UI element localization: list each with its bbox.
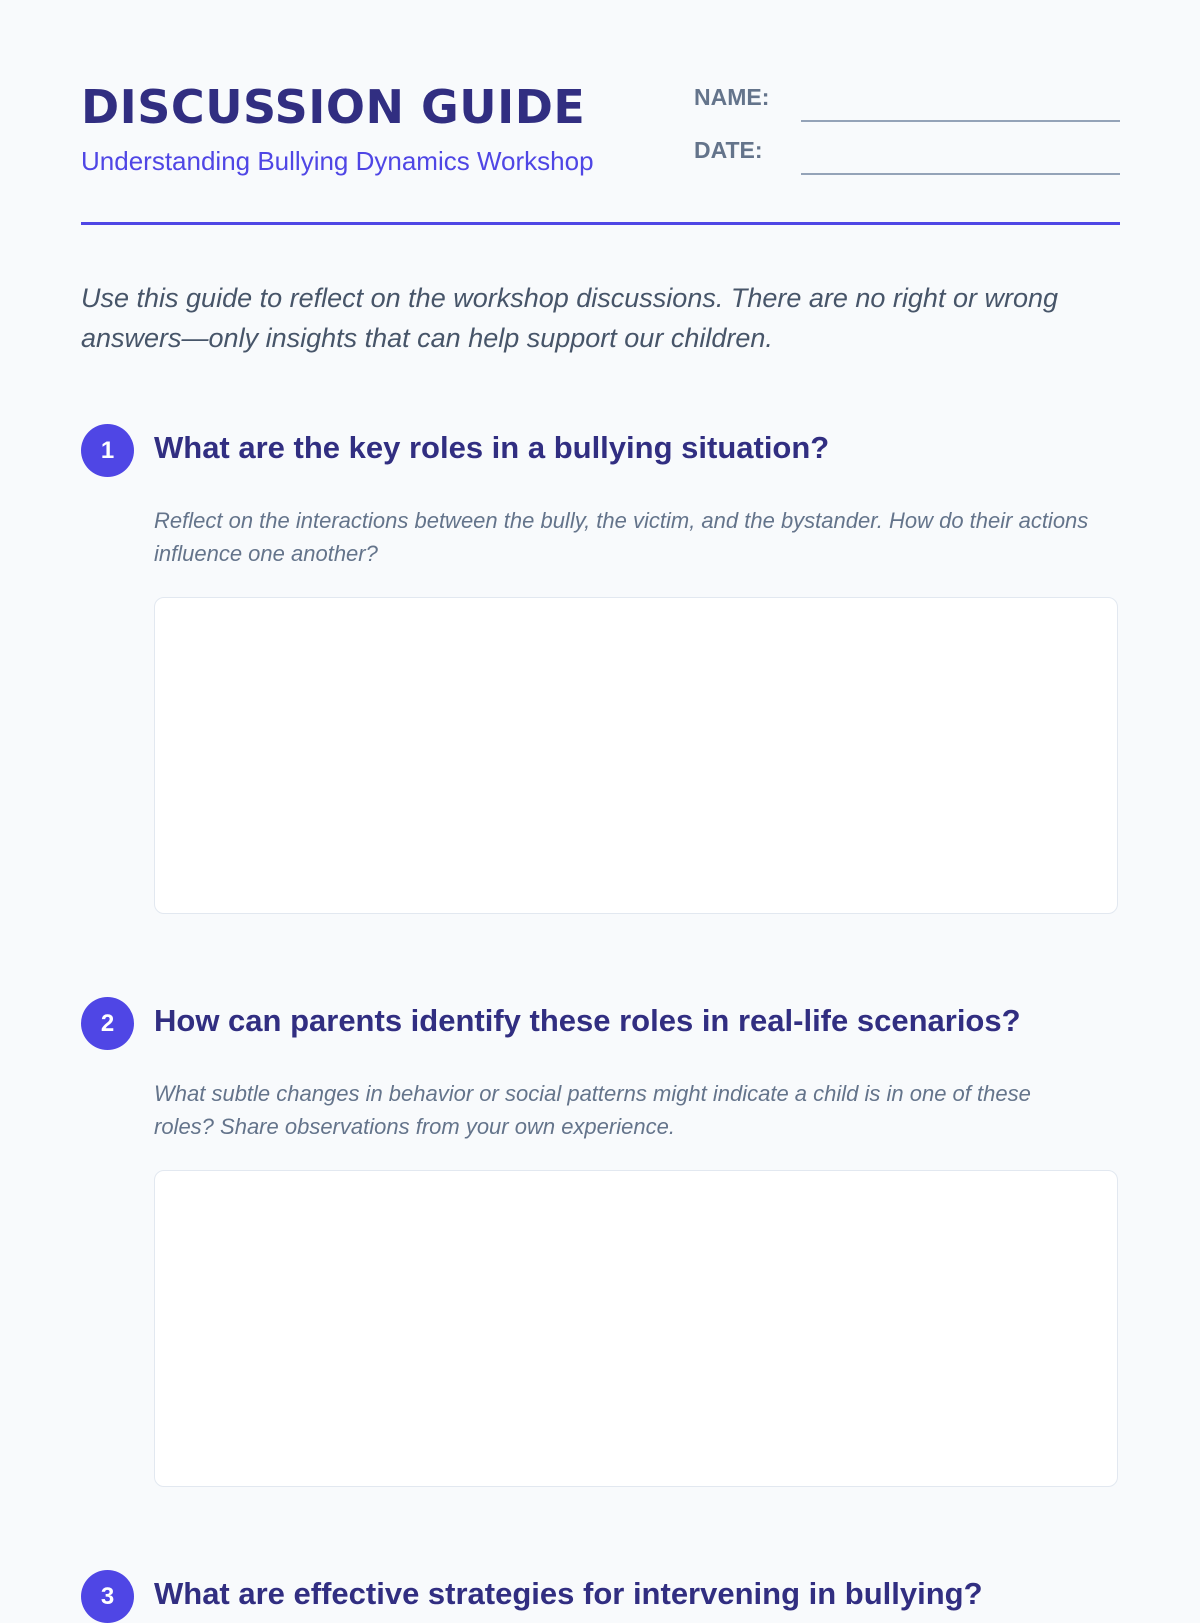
intro-text: Use this guide to reflect on the workshop discussions. There are no right or wrong answers—only insights that can help support our children. bbox=[81, 283, 1058, 353]
question-hint: Reflect on the interactions between the bully, the victim, and the bystander. How do their actions influence one another? bbox=[154, 508, 1089, 566]
page-subtitle: Understanding Bullying Dynamics Workshop bbox=[81, 146, 594, 176]
header bbox=[81, 78, 1120, 225]
question-title: What are the key roles in a bullying situation? bbox=[154, 430, 830, 465]
question-title: How can parents identify these roles in real-life scenarios? bbox=[154, 1003, 1021, 1038]
question-number-badge: 3 bbox=[81, 1570, 134, 1623]
question-number-badge: 1 bbox=[81, 424, 134, 477]
name-field[interactable] bbox=[801, 120, 1120, 122]
date-field[interactable] bbox=[801, 173, 1120, 175]
answer-box[interactable] bbox=[154, 1170, 1118, 1487]
date-label: DATE: bbox=[694, 137, 763, 163]
answer-box[interactable] bbox=[154, 597, 1118, 914]
date-row bbox=[694, 135, 1120, 175]
name-label: NAME: bbox=[694, 84, 770, 110]
page-title: DISCUSSION GUIDE bbox=[81, 80, 586, 134]
question-hint: What subtle changes in behavior or social patterns might indicate a child is in one of these roles? Share observations from your own experience. bbox=[154, 1081, 1031, 1139]
question-title: What are effective strategies for intervening in bullying? bbox=[154, 1576, 983, 1611]
name-row bbox=[694, 82, 1120, 122]
question-number-badge: 2 bbox=[81, 997, 134, 1050]
